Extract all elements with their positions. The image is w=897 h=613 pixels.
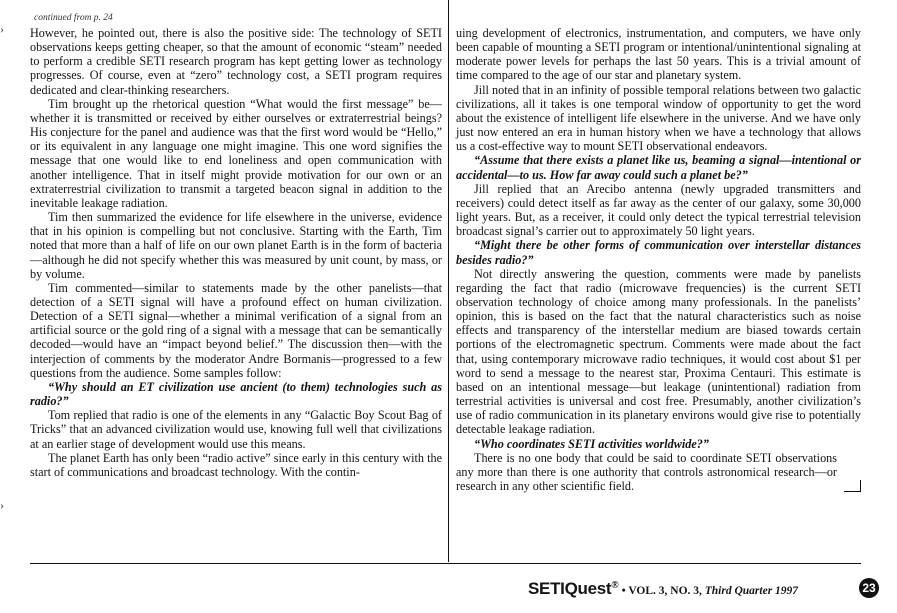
audience-question: “Assume that there exists a planet like us, beaming a signal—intentional or accidental—to us. How far away could such a planet be?” xyxy=(456,153,861,182)
paragraph: The planet Earth has only been “radio active” since early in this century with the start of communications and broadcast technology. With the contin- xyxy=(30,450,442,479)
paragraph: However, he pointed out, there is also the positive side: The technology of SETI observations keeps getting cheaper, so that the amount of economic “steam” needed to perform a credible SETI research program has kept getting lower as technology progresses. Of course, even at “zero” technology cost, a SETI program requires dedicated and clear-thinking researchers. xyxy=(30,26,442,97)
left-column xyxy=(30,26,442,479)
continued-from-note: continued from p. 24 xyxy=(34,13,113,23)
paragraph: Jill noted that in an infinity of possible temporal relations between two galactic civilizations, all it takes is one temporal window of opportunity to get the word about the existence of intelligent life elsewhere in the universe. And we have only just now entered an era in human history when we have a technology that allows us a cost-effective way to mount SETI observational endeavors. xyxy=(456,82,861,154)
footer-rule xyxy=(30,563,861,564)
paragraph: Not directly answering the question, comments were made by panelists regarding the fact that radio (microwave frequencies) is the current SETI observation technology of choice among many professionals. In the panelists’ opinion, this is based on the fact that the natural characteristics such as noise effects and transparency of the interstellar medium are biased towards certain portions of the electromagnetic spectrum. Comments were made about the fact that, using contemporary microwave radio techniques, it would cost about $1 per word to send a message to the nearest star, Proxima Centauri. This estimate is based on an intentional message—but leakage (unintentional) radiation from terrestrial activities is universal and cost free. Presumably, another civilization’s use of radio communication in its planetary environs would give rise to potentially detectable leakage radiation. xyxy=(456,266,861,437)
column-divider xyxy=(448,0,449,562)
paragraph: Tim commented—similar to statements made by the other panelists—that detection of a SETI signal will have a profound effect on human civilization. Detection of a SETI signal—whether a minimal verification of a signal from an artificial source or the gold ring of a signal with a message that can be semantically decoded—would have an “impact beyond belief.” The discussion then—with the interjection of comments by the moderator Andre Bormanis—progressed to a few questions from the audience. Some samples follow: xyxy=(30,280,442,380)
audience-question: “Might there be other forms of communication over interstellar distances besides radio?” xyxy=(456,238,861,267)
paragraph: There is no one body that could be said to coordinate SETI observations any more than there is one authority that controls astronomical research—or research in any other scientific field. xyxy=(456,450,837,493)
audience-question: “Why should an ET civilization use ancient (to them) technologies such as radio?” xyxy=(30,379,442,409)
magazine-name: SETIQuest xyxy=(528,579,612,598)
binding-mark: › xyxy=(0,498,4,512)
binding-mark: › xyxy=(0,22,4,36)
paragraph: Tim brought up the rhetorical question “What would the first message” be—whether it is transmitted or received by either ourselves or extraterrestrial beings? His conjecture for the panel and audience was that the first word would be “Hello,” or its equivalent in any language one might imagine. This one word signifies the message that one would like to end loneliness and open communication with another intelligence. That in itself might provide motivation for our own or an extraterrestrial civilization to transmit a targeted beacon signal in addition to the inevitable leakage radiation. xyxy=(30,96,442,210)
volume-info: • VOL. 3, NO. 3, xyxy=(618,585,705,597)
paragraph: Tom replied that radio is one of the elements in any “Galactic Boy Scout Bag of Tricks” that an advanced civilization would use, knowing full well that civilizations at an earlier stage of development would use this means. xyxy=(30,408,442,451)
page-number-badge: 23 xyxy=(859,578,879,598)
page-footer xyxy=(528,579,858,599)
paragraph: Jill replied that an Arecibo antenna (newly upgraded transmitters and receivers) could detect itself as far away as the center of our galaxy, some 30,000 light years. But, as a receiver, it could only detect the typical terrestrial television broadcast signal’s carrier out to approximately 50 light years. xyxy=(456,181,861,239)
registered-mark: ® xyxy=(611,580,619,591)
right-column xyxy=(456,26,861,493)
paragraph: Tim then summarized the evidence for life elsewhere in the universe, evidence that in his opinion is compelling but not conclusive. Starting with the Earth, Tim noted that more than a half of life on our own planet Earth is in the form of bacteria—although he did not specify whether this was measured by unit count, by mass, or by volume. xyxy=(30,210,442,281)
audience-question: “Who coordinates SETI activities worldwide?” xyxy=(474,436,709,451)
paragraph: uing development of electronics, instrumentation, and computers, we have only been capable of mounting a SETI program or intentional/unintentional signaling at moderate power levels for perhaps the last 50 years. This is a trivial amount of time compared to the age of our star and planetary system. xyxy=(456,26,861,83)
end-of-article-icon xyxy=(844,480,861,492)
issue-quarter: Third Quarter 1997 xyxy=(704,585,799,597)
